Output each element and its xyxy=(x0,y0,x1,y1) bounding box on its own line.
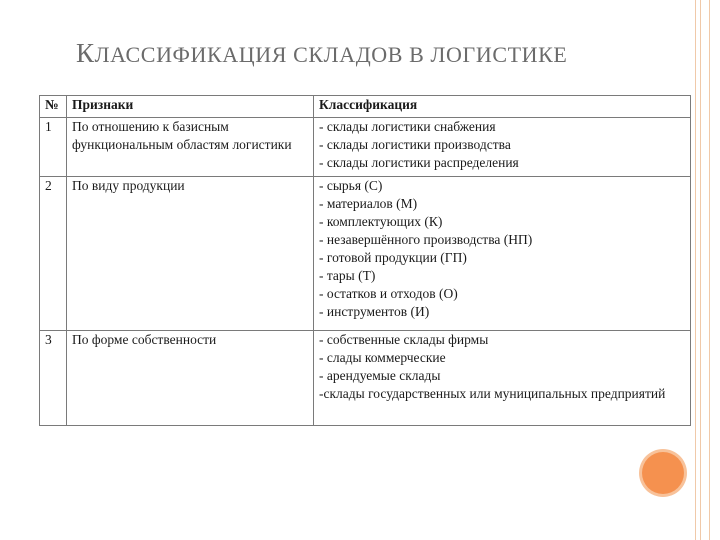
table-row xyxy=(40,331,691,426)
classification-item: -склады государственных или муниципальных предприятий xyxy=(319,386,666,401)
classification-item: - инструментов (И) xyxy=(319,304,430,319)
header-classification: Классификация xyxy=(314,96,691,118)
frame-line xyxy=(700,0,701,540)
header-features: Признаки xyxy=(67,96,314,118)
row-feature: По форме собственности xyxy=(67,331,314,426)
header-number: № xyxy=(40,96,67,118)
classification-item: - склады логистики снабжения xyxy=(319,119,496,134)
classification-item: - сырья (С) xyxy=(319,178,383,193)
table-row xyxy=(40,118,691,177)
row-number: 1 xyxy=(40,118,67,177)
table-header-row xyxy=(40,96,691,118)
warehouse-classification-table xyxy=(39,95,691,426)
classification-item: - арендуемые склады xyxy=(319,368,441,383)
title-text: ЛАССИФИКАЦИЯ СКЛАДОВ В ЛОГИСТИКЕ xyxy=(94,42,568,67)
row-classification xyxy=(314,177,691,331)
slide-title xyxy=(76,38,567,69)
classification-item: - комплектующих (К) xyxy=(319,214,443,229)
classification-item: - собственные склады фирмы xyxy=(319,332,489,347)
table-row xyxy=(40,177,691,331)
row-classification xyxy=(314,118,691,177)
classification-item: - остатков и отходов (О) xyxy=(319,286,458,301)
row-number: 2 xyxy=(40,177,67,331)
row-classification xyxy=(314,331,691,426)
row-feature: По отношению к базисным функциональным областям логистики xyxy=(67,118,314,177)
row-feature: По виду продукции xyxy=(67,177,314,331)
classification-item: - тары (Т) xyxy=(319,268,376,283)
classification-item: - материалов (М) xyxy=(319,196,418,211)
row-number: 3 xyxy=(40,331,67,426)
classification-item: - готовой продукции (ГП) xyxy=(319,250,467,265)
frame-line xyxy=(709,0,710,540)
classification-item: - склады логистики распределения xyxy=(319,155,519,170)
title-initial: К xyxy=(76,38,95,68)
classification-item: - склады логистики производства xyxy=(319,137,511,152)
classification-item: - слады коммерческие xyxy=(319,350,446,365)
frame-line xyxy=(695,0,696,540)
decorative-circle xyxy=(642,452,684,494)
classification-item: - незавершённого производства (НП) xyxy=(319,232,533,247)
